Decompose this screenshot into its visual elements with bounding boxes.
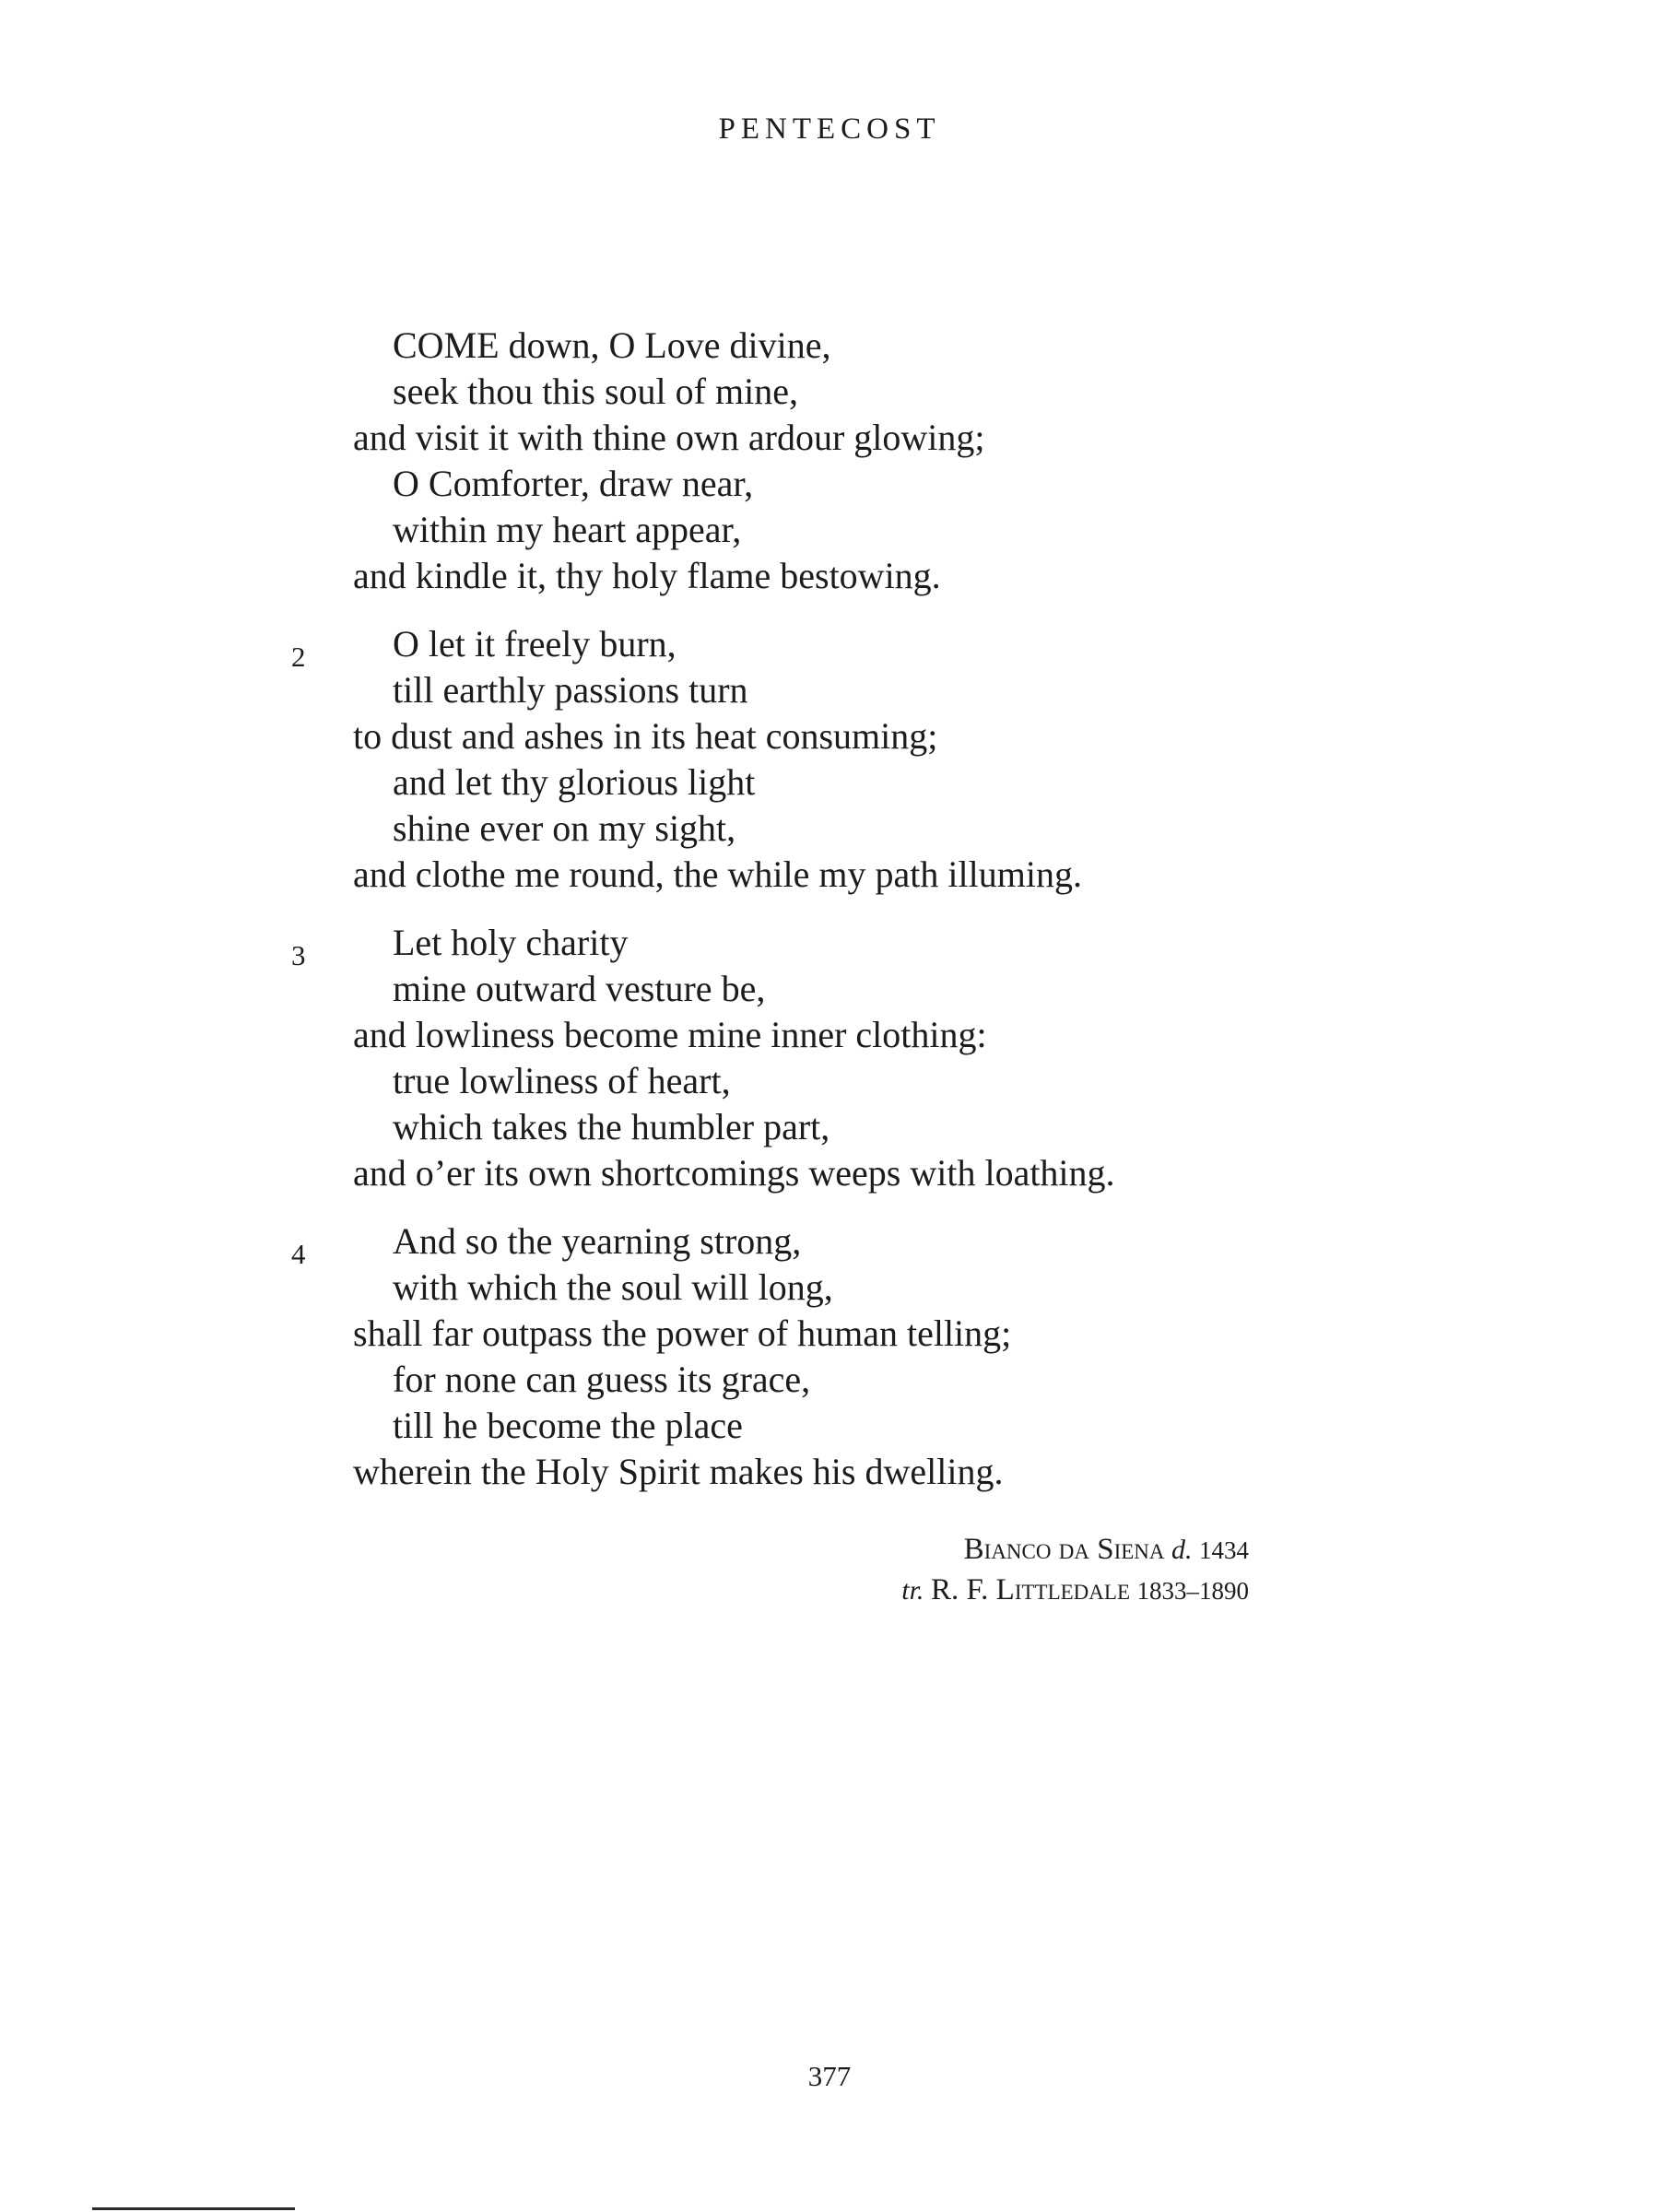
verse-line: with which the soul will long, — [393, 1266, 833, 1308]
hymn-text — [0, 323, 1659, 1517]
verse-line: And so the yearning strong, — [393, 1220, 802, 1262]
verse-line: shall far outpass the power of human telling; — [353, 1312, 1012, 1354]
verse-line: seek thou this soul of mine, — [393, 371, 798, 412]
verse-number: 2 — [291, 641, 306, 673]
author-name: Bianco da Siena — [963, 1533, 1165, 1566]
verse-line: and kindle it, thy holy flame bestowing. — [353, 555, 941, 596]
verse-line: and let thy glorious light — [393, 761, 756, 803]
verse-line: and clothe me round, the while my path illuming. — [353, 853, 1082, 895]
page-number: 377 — [807, 2060, 852, 2092]
verse-2 — [0, 621, 1659, 898]
verse-line: mine outward vesture be, — [393, 968, 766, 1009]
author-dates: 1434 — [1199, 1536, 1249, 1564]
running-head: PENTECOST — [718, 112, 941, 146]
author-line — [901, 1530, 1249, 1571]
verse-line: for none can guess its grace, — [393, 1359, 811, 1400]
author-prefix: d. — [1171, 1535, 1193, 1565]
verse-line: shine ever on my sight, — [393, 807, 736, 849]
translator-prefix: tr. — [901, 1575, 924, 1606]
verse-line: O let it freely burn, — [393, 623, 677, 665]
verse-line: and visit it with thine own ardour glowing; — [353, 417, 985, 458]
verse-line: COME down, O Love divine, — [393, 324, 831, 366]
verse-3 — [0, 920, 1659, 1196]
verse-4 — [0, 1218, 1659, 1495]
scan-edge-rule — [92, 2207, 295, 2210]
verse-line: Let holy charity — [393, 922, 629, 963]
verse-line: till he become the place — [393, 1405, 743, 1446]
verse-line: and o’er its own shortcomings weeps with loathing. — [353, 1152, 1115, 1194]
translator-dates: 1833–1890 — [1136, 1577, 1249, 1605]
verse-number: 4 — [291, 1238, 306, 1270]
verse-line: within my heart appear, — [393, 509, 742, 550]
verse-line: to dust and ashes in its heat consuming; — [353, 715, 938, 757]
translator-line — [901, 1571, 1249, 1611]
verse-line: which takes the humbler part, — [393, 1106, 830, 1147]
verse-1 — [0, 323, 1659, 599]
verse-line: wherein the Holy Spirit makes his dwelling. — [353, 1451, 1004, 1492]
verse-line: true lowliness of heart, — [393, 1060, 731, 1101]
attribution — [901, 1530, 1249, 1611]
verse-line: and lowliness become mine inner clothing: — [353, 1014, 987, 1055]
verse-number: 3 — [291, 939, 306, 971]
translator-name: R. F. Littledale — [930, 1573, 1130, 1606]
verse-line: O Comforter, draw near, — [393, 463, 754, 504]
verse-line: till earthly passions turn — [393, 669, 748, 711]
